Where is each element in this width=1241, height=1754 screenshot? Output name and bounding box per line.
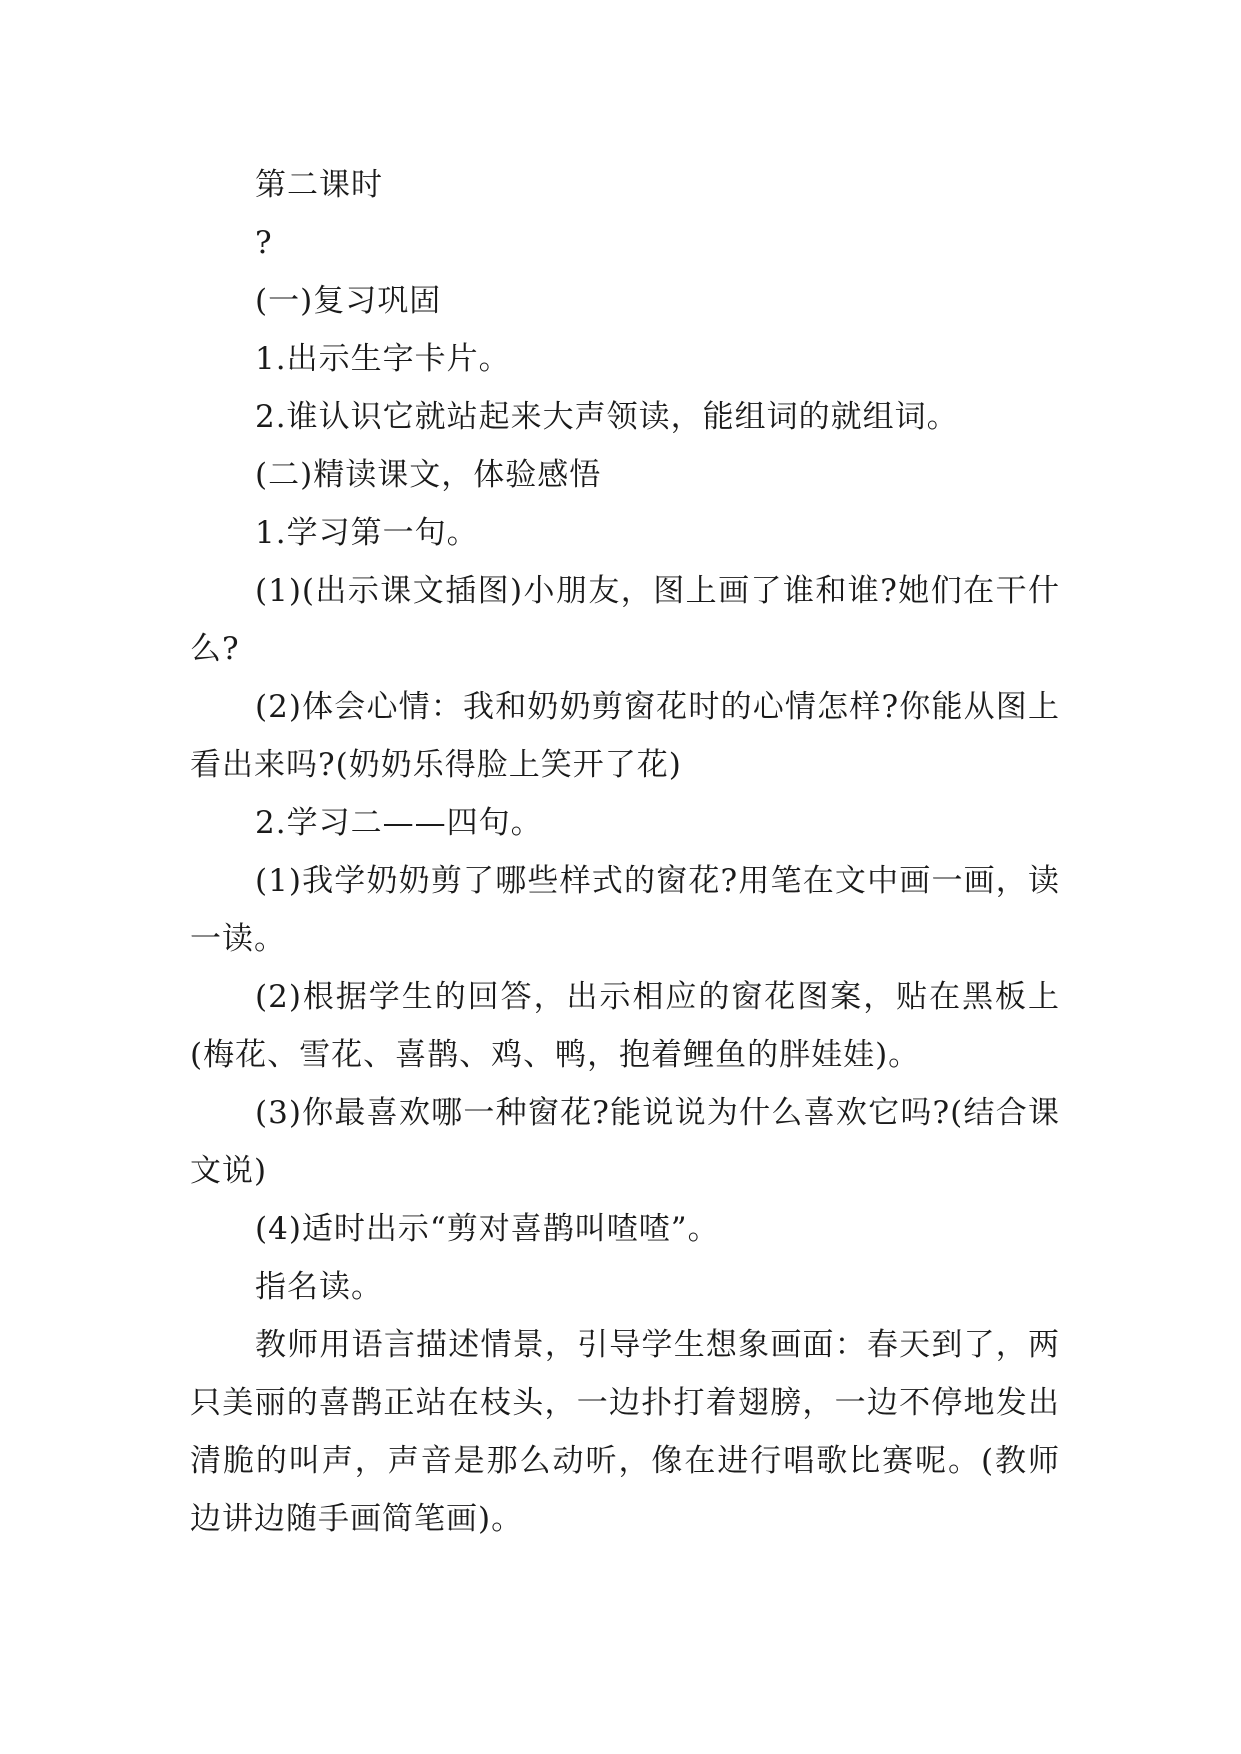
paragraph: 指名读。 bbox=[255, 1269, 383, 1305]
document-body bbox=[190, 156, 1060, 1548]
lesson-heading: 第二课时 bbox=[255, 167, 383, 203]
section-heading-review: (一)复习巩固 bbox=[255, 283, 442, 319]
section-heading-reading: (二)精读课文，体验感悟 bbox=[255, 457, 602, 493]
paragraph: (3)你最喜欢哪一种窗花?能说说为什么喜欢它吗?(结合课文说) bbox=[190, 1095, 1060, 1189]
paragraph: 1.学习第一句。 bbox=[255, 515, 479, 551]
paragraph: (2)体会心情：我和奶奶剪窗花时的心情怎样?你能从图上看出来吗?(奶奶乐得脸上笑开了花) bbox=[190, 689, 1060, 783]
paragraph: (2)根据学生的回答，出示相应的窗花图案，贴在黑板上(梅花、雪花、喜鹊、鸡、鸭，抱着鲤鱼的胖娃娃)。 bbox=[190, 979, 1060, 1073]
paragraph: 教师用语言描述情景，引导学生想象画面：春天到了，两只美丽的喜鹊正站在枝头，一边扑打着翅膀，一边不停地发出清脆的叫声，声音是那么动听，像在进行唱歌比赛呢。(教师边讲边随手画简笔画)。 bbox=[190, 1327, 1060, 1537]
question-mark-line: ? bbox=[255, 225, 273, 261]
paragraph: 2.谁认识它就站起来大声领读，能组词的就组词。 bbox=[255, 399, 959, 435]
paragraph: 1.出示生字卡片。 bbox=[255, 341, 511, 377]
paragraph: 2.学习二——四句。 bbox=[255, 805, 543, 841]
paragraph: (1)(出示课文插图)小朋友，图上画了谁和谁?她们在干什么? bbox=[190, 573, 1060, 667]
paragraph: (4)适时出示“剪对喜鹊叫喳喳”。 bbox=[255, 1211, 720, 1247]
paragraph: (1)我学奶奶剪了哪些样式的窗花?用笔在文中画一画，读一读。 bbox=[190, 863, 1060, 957]
